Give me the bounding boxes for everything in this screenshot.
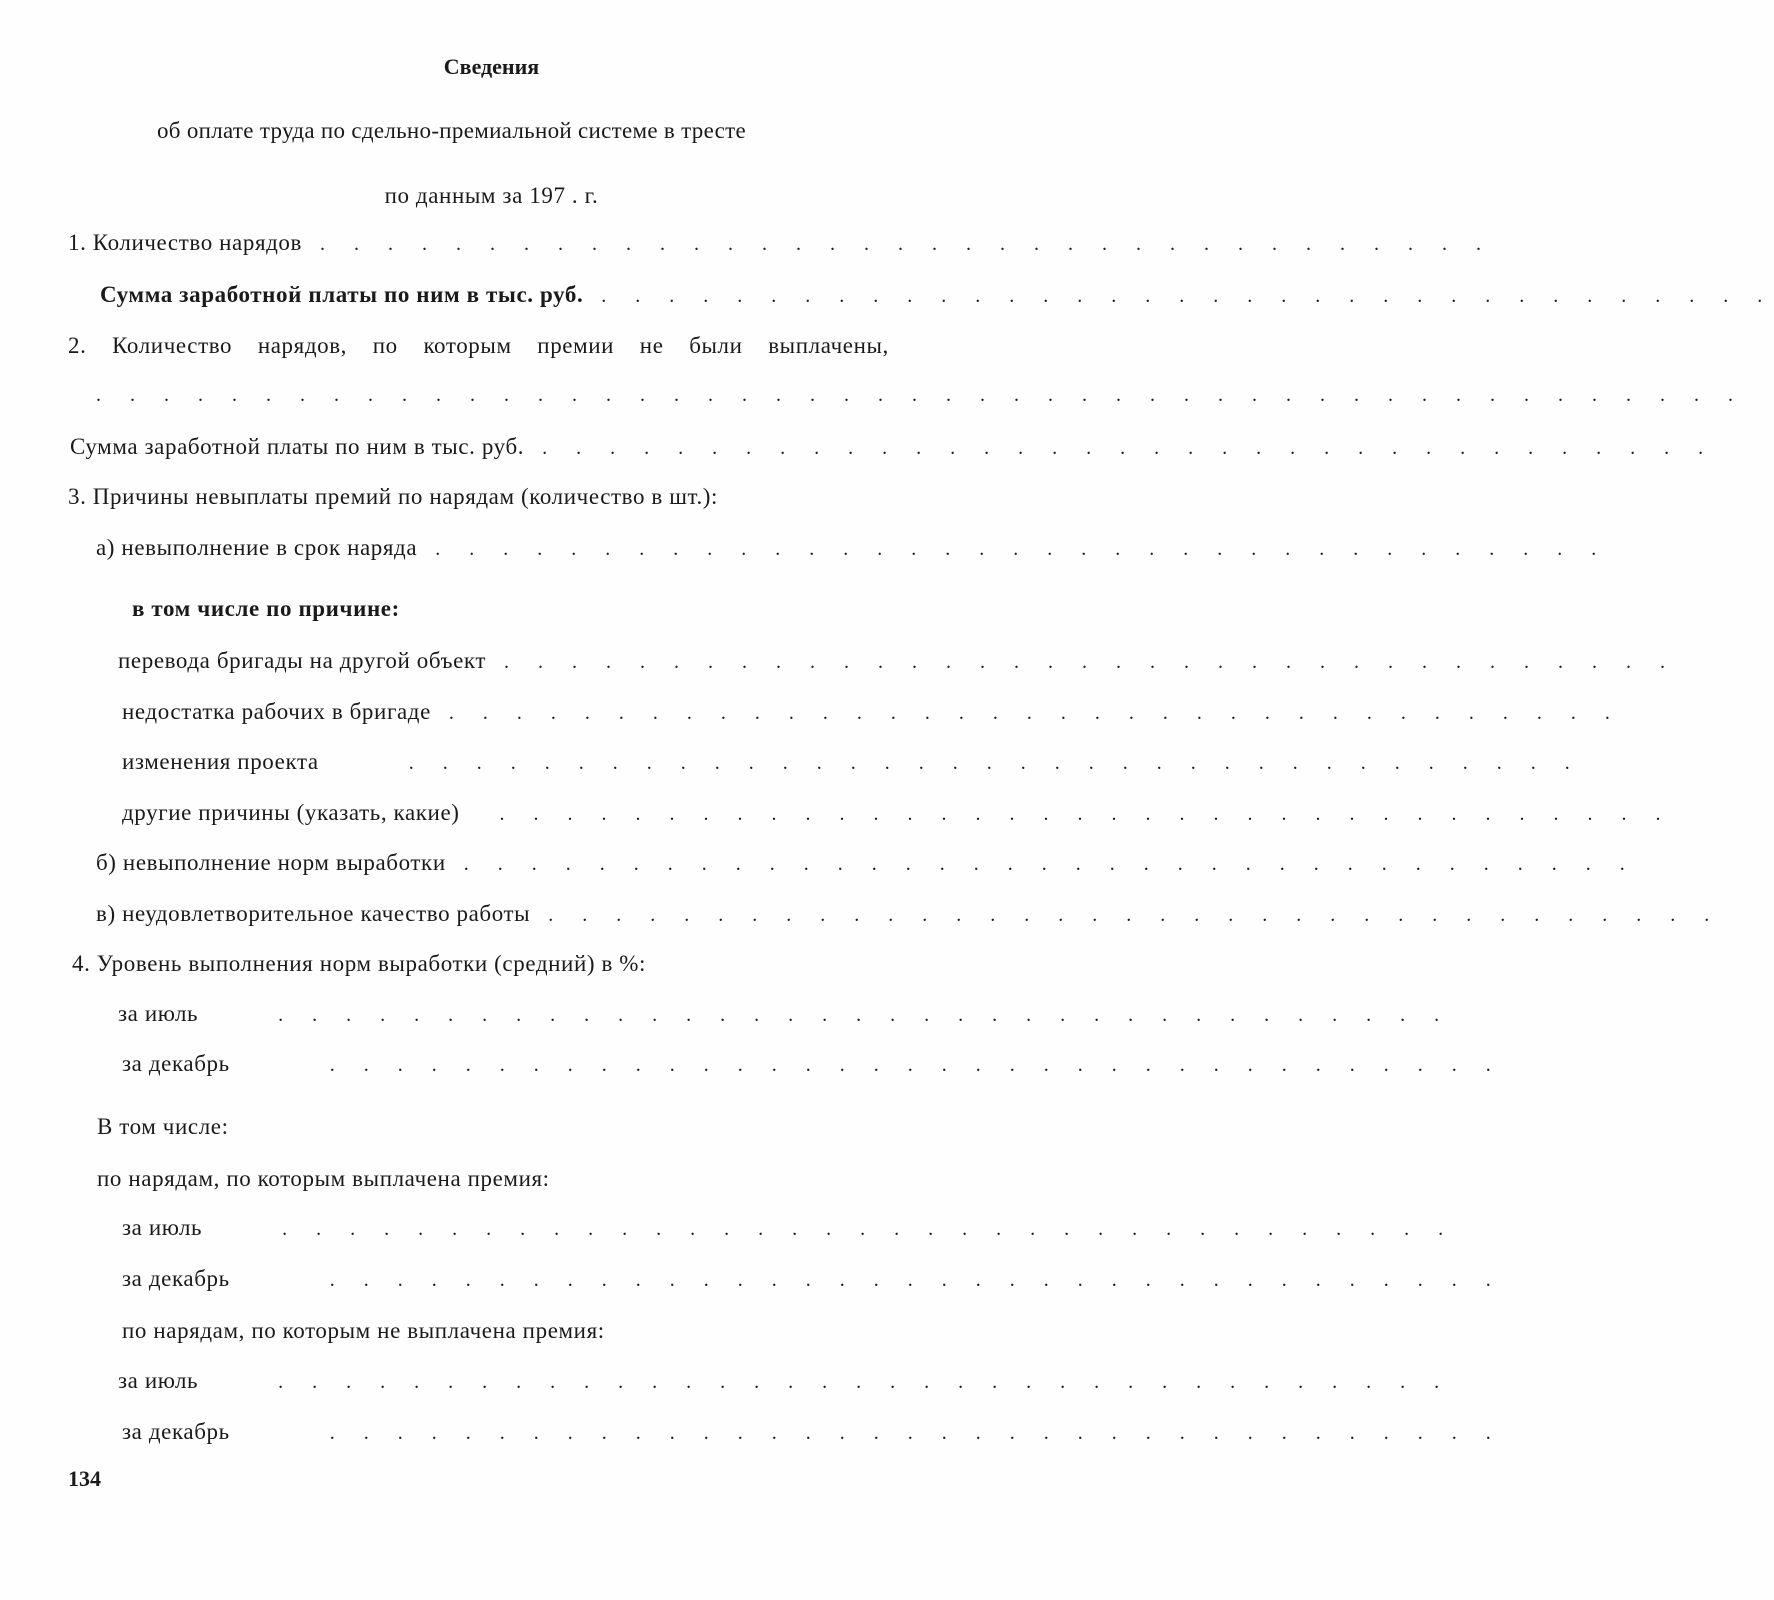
item-2-dot-line bbox=[96, 384, 1745, 407]
word: по bbox=[372, 333, 398, 358]
dot-leader: . . . . . . . . . . . . . . . . . . . . . . . . . . . . . . . . . . . bbox=[329, 1269, 1503, 1291]
item-label: за июль bbox=[118, 1368, 199, 1393]
item-2-salary-sum bbox=[70, 434, 1716, 460]
dot-leader: . . . . . . . . . . . . . . . . . . . . . . . . . . . . . . . . . . . bbox=[504, 651, 1678, 673]
word: были bbox=[689, 333, 743, 358]
paid-orders-heading: по нарядам, по которым выплачена премия: bbox=[97, 1166, 550, 1191]
item-label: за июль bbox=[122, 1215, 203, 1240]
item-label: изменения проекта bbox=[122, 749, 319, 774]
document-subtitle: об оплате труда по сдельно-премиальной системе в тресте bbox=[156, 118, 747, 143]
reason-project-change bbox=[122, 749, 1582, 775]
dot-leader: . . . . . . . . . . . . . . . . . . . . . . . . . . . . . . . . . . . bbox=[448, 702, 1622, 724]
item-1-orders-count bbox=[68, 230, 1493, 256]
dot-leader: . . . . . . . . . . . . . . . . . . . . . . . . . . . . . . . . . . . bbox=[601, 285, 1774, 307]
item-4-july bbox=[118, 1001, 1452, 1027]
dot-leader: . . . . . . . . . . . . . . . . . . . . . . . . . . . . . . . . . . . bbox=[320, 233, 1493, 255]
word: Количество bbox=[112, 333, 233, 358]
word: выплачены, bbox=[768, 333, 889, 358]
word: не bbox=[639, 333, 664, 358]
dot-leader: . . . . . . . . . . . . . . . . . . . . . . . . . . . . . . . . . . . bbox=[499, 803, 1673, 825]
item-label: 1. Количество нарядов bbox=[68, 230, 302, 255]
dot-leader: . . . . . . . . . . . . . . . . . . . . . . . . . . . . . . . . . . . bbox=[463, 853, 1637, 875]
document-period: по данным за 197 . г. bbox=[384, 183, 599, 208]
item-label: в) неудовлетворительное качество работы bbox=[96, 901, 531, 926]
item-label: б) невыполнение норм выработки bbox=[96, 850, 446, 875]
reason-brigade-transfer bbox=[118, 648, 1678, 674]
item-label: а) невыполнение в срок наряда bbox=[96, 535, 418, 560]
item-3b-norms-not-met bbox=[96, 850, 1637, 876]
page-number: 134 bbox=[68, 1466, 101, 1491]
item-label: за декабрь bbox=[122, 1051, 230, 1076]
item-label: за декабрь bbox=[122, 1419, 230, 1444]
document-title: Сведения bbox=[443, 54, 540, 79]
reason-other bbox=[122, 800, 1673, 826]
item-label: перевода бригады на другой объект bbox=[118, 648, 487, 673]
item-4-december bbox=[122, 1051, 1503, 1077]
item-1-salary-sum bbox=[100, 282, 1774, 308]
word: премии bbox=[537, 333, 615, 358]
item-label: за июль bbox=[118, 1001, 199, 1026]
dot-leader: . . . . . . . . . . . . . . . . . . . . . . . . . . . . . . . . . . . bbox=[548, 904, 1722, 926]
item-label: Сумма заработной платы по ним в тыс. руб. bbox=[100, 282, 584, 307]
item-3-reasons-heading: 3. Причины невыплаты премий по нарядам (количество в шт.): bbox=[68, 484, 719, 509]
item-label bbox=[68, 333, 889, 359]
dot-leader: . . . . . . . . . . . . . . . . . . . . . . . . . . . . . . . . . . . bbox=[542, 437, 1716, 459]
word: которым bbox=[423, 333, 512, 358]
dot-leader: . . . . . . . . . . . . . . . . . . . . . . . . . . . . . . . . . . . bbox=[408, 752, 1582, 774]
dot-leader: . . . . . . . . . . . . . . . . . . . . . . . . . . . . . . . . . . . bbox=[329, 1054, 1503, 1076]
dot-leader: . . . . . . . . . . . . . . . . . . . . . . . . . . . . . . . . . . . bbox=[435, 538, 1609, 560]
not-paid-orders-december bbox=[122, 1419, 1503, 1445]
item-4-norms-level-heading: 4. Уровень выполнения норм выработки (средний) в %: bbox=[72, 951, 647, 976]
item-label: недостатка рабочих в бригаде bbox=[122, 699, 431, 724]
including-heading: В том числе: bbox=[97, 1114, 229, 1139]
word: 2. bbox=[68, 333, 87, 358]
word: нарядов, bbox=[257, 333, 348, 358]
item-2-unpaid-orders bbox=[68, 333, 889, 359]
item-label: Сумма заработной платы по ним в тыс. руб. bbox=[70, 434, 525, 459]
item-label: за декабрь bbox=[122, 1266, 230, 1291]
item-3c-poor-quality bbox=[96, 901, 1722, 927]
reason-worker-shortage bbox=[122, 699, 1622, 725]
paid-orders-july bbox=[122, 1215, 1456, 1241]
dot-leader: . . . . . . . . . . . . . . . . . . . . . . . . . . . . . . . . . . . bbox=[282, 1218, 1456, 1240]
not-paid-orders-july bbox=[118, 1368, 1452, 1394]
dot-leader: . . . . . . . . . . . . . . . . . . . . . . . . . . . . . . . . . . . . . . . . . . . . . . . . . bbox=[96, 384, 1745, 406]
not-paid-orders-heading: по нарядам, по которым не выплачена премия: bbox=[122, 1318, 605, 1343]
paid-orders-december bbox=[122, 1266, 1503, 1292]
item-label: другие причины (указать, какие) bbox=[122, 800, 460, 825]
item-3a-not-in-time bbox=[96, 535, 1609, 561]
item-3a-including-reasons: в том числе по причине: bbox=[132, 596, 400, 621]
dot-leader: . . . . . . . . . . . . . . . . . . . . . . . . . . . . . . . . . . . bbox=[329, 1422, 1503, 1444]
dot-leader: . . . . . . . . . . . . . . . . . . . . . . . . . . . . . . . . . . . bbox=[278, 1004, 1452, 1026]
dot-leader: . . . . . . . . . . . . . . . . . . . . . . . . . . . . . . . . . . . bbox=[278, 1371, 1452, 1393]
